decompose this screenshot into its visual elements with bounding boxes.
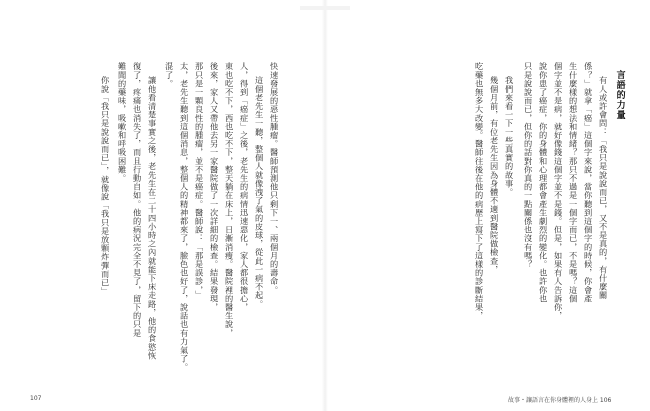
- text-column: 我們來看一下一些真實的故事。: [504, 76, 515, 197]
- text-column: 混了。: [164, 62, 175, 88]
- page-footer-right: 故事・讓語言在你身體裡的人身上 106: [508, 397, 612, 404]
- book-gutter: [322, 0, 328, 411]
- text-column: 太，老先生聽到這個消息，整個人的精神都來了，臉色也好了，說話也有力氣了。: [179, 62, 190, 372]
- text-column: 快速發展的惡性腫瘤。醫師預測他只剩下一、兩個月的壽命。: [269, 62, 280, 295]
- text-column: 這個老先生一聽，整個人就像洩了氣的皮球，從此一病不起。: [254, 76, 265, 309]
- text-column: 說你患了癌症，你的身體和心理都會產生劇烈的變化。也許你也: [538, 62, 549, 303]
- text-column: 只是說說而已，但你的話對你真的一點關係也沒有嗎？: [523, 62, 534, 269]
- section-title: 言語的力量: [614, 70, 625, 120]
- text-column: 有人或許會問：「我只是說說而已，又不是真的，有什麼關: [598, 76, 609, 300]
- text-column: 復了，疼痛也消失了，而且行動自如。他的病況完全不見了，留下的只是: [132, 62, 143, 338]
- text-column: 幾個月前，有位老先生因為身體不適到醫院做檢查，: [489, 76, 500, 274]
- text-column: 你說「我只是說說而已」，就像說「我只是放顆炸彈而已」: [100, 76, 111, 296]
- text-column: 那只是一顆良性的腫瘤，並不是癌症。醫師說：「那是誤診，」: [194, 62, 205, 299]
- text-column: 東也吃不下，西也吃不下，整天躺在床上，日漸消瘦。醫院裡的醫生說，: [224, 62, 235, 338]
- scan-mark: [300, 6, 350, 10]
- text-column: 後來，家人又帶他去另一家醫院做了一次詳細的檢查。結果發現，: [209, 62, 220, 312]
- text-column: 個字並不是病，就好像錢這個字並不是錢。但是，如果有人告訴你，: [553, 62, 564, 320]
- text-column: 生什麼樣的想法和情緒？那只不過是一個字而已，不是嗎？這個: [568, 62, 579, 303]
- text-column: 人，得到「癌症」之後，老先生的病情迅速惡化，家人都很擔心，: [239, 62, 250, 312]
- text-column: 吃藥也無多大改變。醫師往後在他的病歷上寫下了這樣的診斷結果，: [474, 62, 485, 320]
- text-column: 難聞的藥味，吸嗽和呼吸困難。: [117, 62, 128, 183]
- text-column: 讓他看清楚事實之後，老先生在二十四小時之內就能下床走路，他的食慾恢: [147, 76, 158, 360]
- text-column: 係？」就拿「癌」這個字來說，當你聽到這個字的時候，你會產: [583, 62, 594, 303]
- page-number-left: 107: [30, 395, 42, 402]
